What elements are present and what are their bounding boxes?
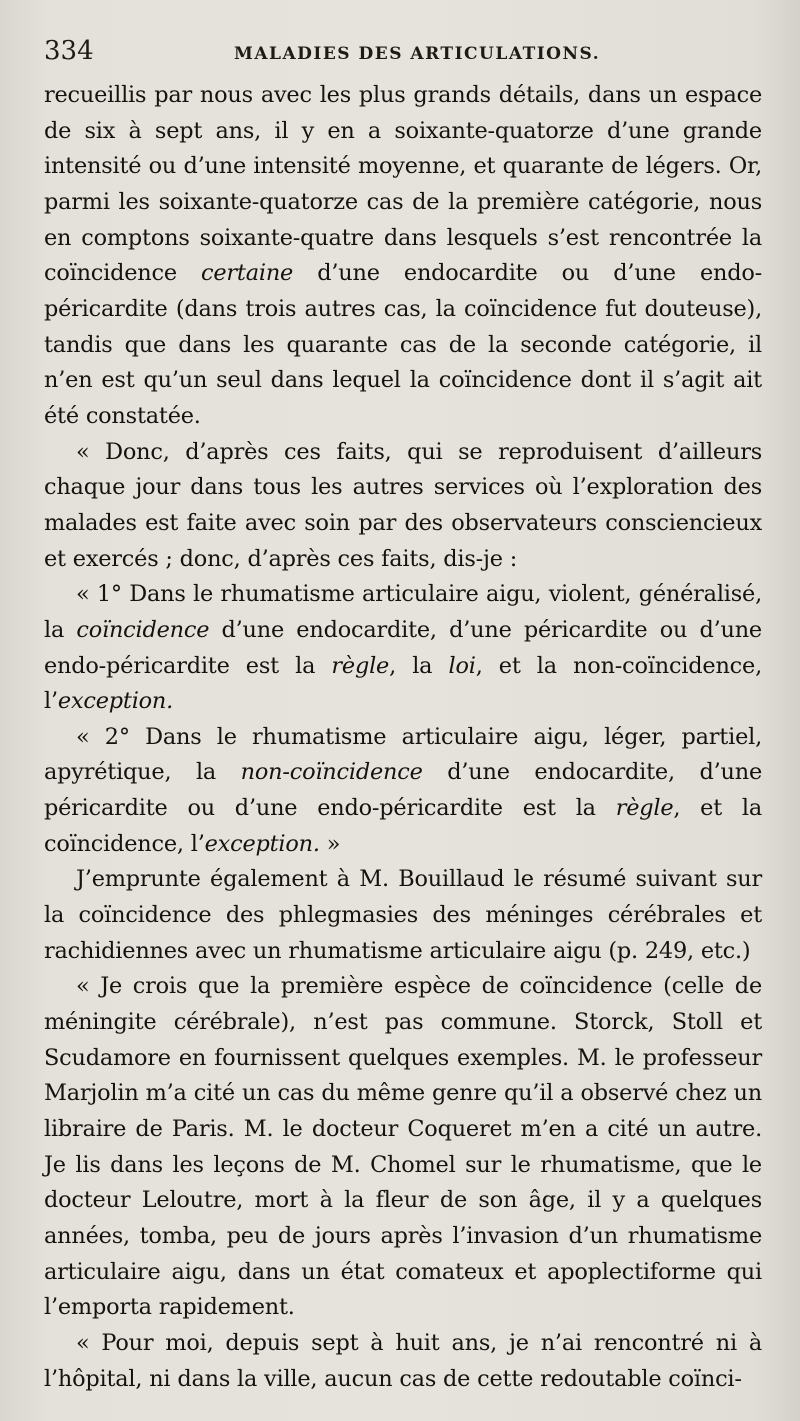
text-segment: d’une endocardite, d’une péricardite ou d’une endo-péricardite est la — [44, 616, 762, 679]
running-title: MALADIES DES ARTICULATIONS. — [234, 44, 601, 64]
italic-text: loi — [448, 652, 476, 679]
paragraph — [44, 969, 762, 1326]
paragraph — [44, 1326, 762, 1397]
italic-text: certaine — [201, 260, 294, 287]
italic-text: exception. — [57, 688, 174, 715]
text-segment: , la — [389, 652, 449, 679]
paragraph — [44, 78, 762, 435]
page-number: 334 — [44, 36, 94, 66]
text-segment: « 2° Dans le rhumatisme articulaire aigu, léger, partiel, apyrétique, la — [44, 723, 762, 786]
text-segment: , et la non-coïncidence, l’ — [44, 652, 762, 715]
page-header — [44, 36, 764, 76]
text-segment: d’une endocardite, d’une péricardite ou d’une endo-péricardite est la — [44, 759, 763, 822]
italic-text: règle — [331, 652, 390, 679]
text-segment: « Pour moi, depuis sept à huit ans, je n’ai rencontré ni à l’hôpital, ni dans la ville, aucun cas de cette redoutable coïnci- — [44, 1329, 762, 1392]
body-text — [44, 78, 762, 1397]
text-segment: d’une endocardite ou d’une endo-péricardite (dans trois autres cas, la coïncidence fut douteuse), tandis que dans les quarante cas de la seconde catégorie, il n’en est qu’un seul dans lequel la coïncidence dont il s’agit ait été constatée. — [44, 260, 762, 429]
paragraph — [44, 720, 762, 863]
paragraph — [44, 862, 762, 969]
text-segment: « 1° Dans le rhumatisme articulaire aigu, violent, généralisé, la — [44, 581, 762, 643]
text-segment: , et la coïncidence, l’ — [44, 795, 762, 857]
text-segment: « Donc, d’après ces faits, qui se reproduisent d’ailleurs chaque jour dans tous les autres services où l’exploration des malades est faite avec soin par des observateurs consciencieux et exercés ; donc, d’après ces faits, dis-je : — [44, 438, 762, 572]
text-segment: recueillis par nous avec les plus grands détails, dans un espace de six à sept ans, il y en a soixante-quatorze d’une grande intensité ou d’une intensité moyenne, et quarante de légers. Or, parmi les soixante-quatorze cas de la première catégorie, nous en comptons soixante-quatre dans lesquels s’est rencontrée la coïncidence — [44, 82, 762, 287]
italic-text: non-coïncidence — [240, 759, 423, 786]
italic-text: coïncidence — [76, 616, 210, 643]
text-segment: J’emprunte également à M. Bouillaud le résumé suivant sur la coïncidence des phlegmasies des méninges cérébrales et rachidiennes avec un rhumatisme articulaire aigu (p. 249, etc.) — [44, 866, 762, 964]
paragraph — [44, 577, 762, 720]
paragraph — [44, 435, 762, 578]
italic-text: exception. — [204, 830, 320, 857]
text-segment: » — [319, 830, 341, 857]
italic-text: règle — [615, 795, 674, 822]
text-segment: « Je crois que la première espèce de coïncidence (celle de méningite cérébrale), n’est pas commune. Storck, Stoll et Scudamore en fournissent quelques exemples. M. le professeur Marjolin m’a cité un cas du même genre qu’il a observé chez un libraire de Paris. M. le docteur Coqueret m’en a cité un autre. Je lis dans les leçons de M. Chomel sur le rhumatisme, que le docteur Leloutre, mort à la fleur de son âge, il y a quelques années, tomba, peu de jours après l’invasion d’un rhumatisme articulaire aigu, dans un état comateux et apoplectiforme qui l’emporta rapidement. — [44, 973, 762, 1321]
